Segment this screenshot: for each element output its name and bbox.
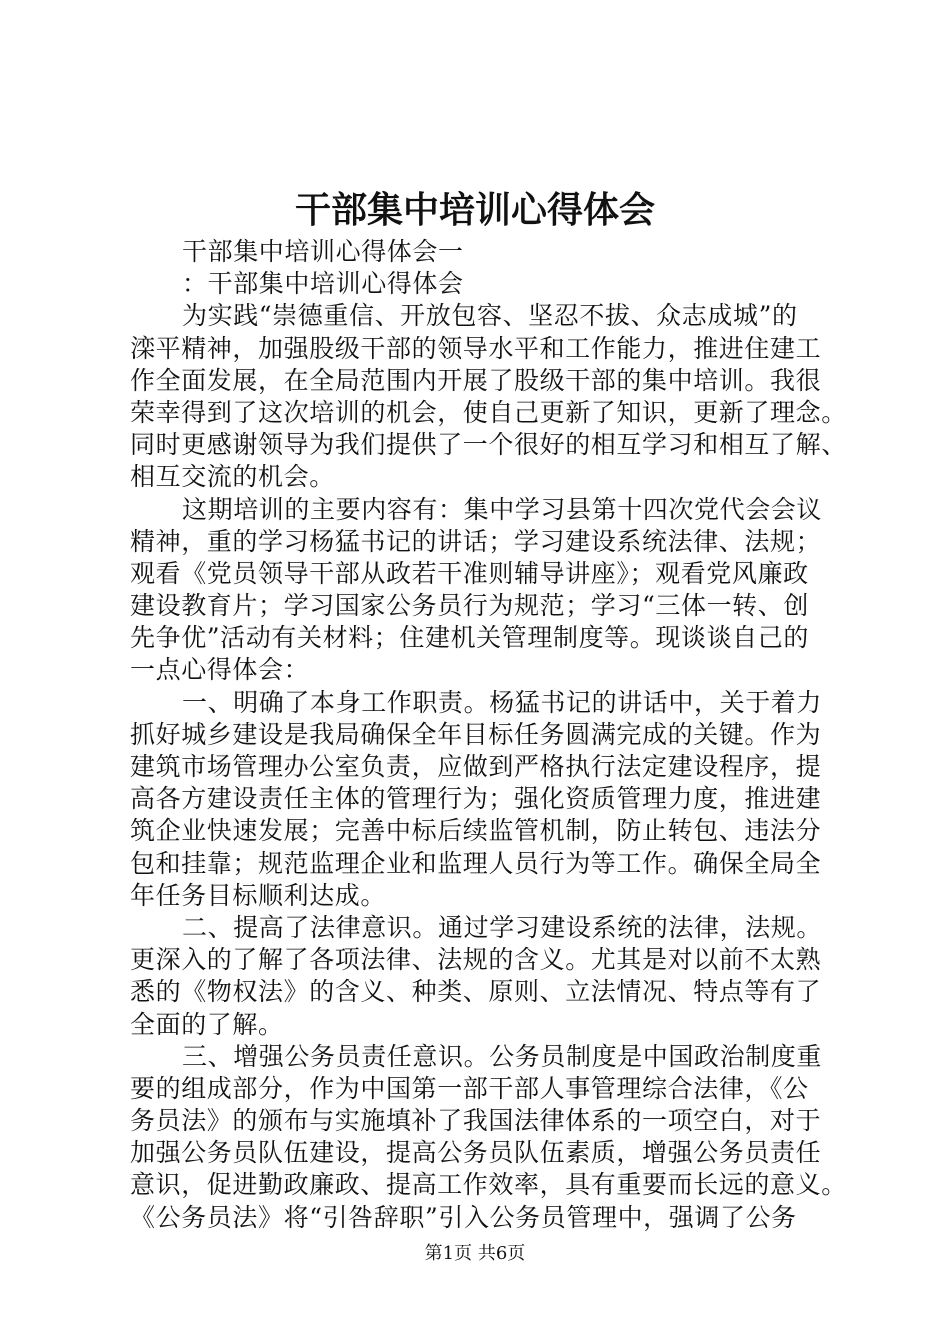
body-line: 滦平精神，加强股级干部的领导水平和工作能力，推进住建工 — [130, 333, 822, 363]
body-line: 二、提高了法律意识。通过学习建设系统的法律，法规。 — [182, 912, 823, 942]
body-line: 三、增强公务员责任意识。公务员制度是中国政治制度重 — [182, 1041, 823, 1071]
body-line: 全面的了解。 — [130, 1009, 284, 1039]
body-line: 要的组成部分，作为中国第一部干部人事管理综合法律，《公 — [130, 1073, 809, 1103]
body-line: 干部集中培训心得体会一 — [182, 237, 464, 266]
document-title: 干部集中培训心得体会 — [294, 189, 655, 231]
body-line: 一、明确了本身工作职责。杨猛书记的讲话中，关于着力 — [182, 687, 823, 717]
body-line: 建筑市场管理办公室负责，应做到严格执行法定建设程序，提 — [130, 752, 822, 781]
body-line: 观看《党员领导干部从政若干准则辅导讲座》；观看党风廉政 — [130, 558, 809, 588]
body-line: 更深入的了解了各项法律、法规的含义。尤其是对以前不太熟 — [130, 945, 822, 975]
body-line: 建设教育片；学习国家公务员行为规范；学习“三体一转、创 — [130, 591, 809, 621]
body-line: 《公务员法》将“引咎辞职”引入公务员管理中，强调了公务 — [130, 1202, 797, 1232]
body-line: 同时更感谢领导为我们提供了一个很好的相互学习和相互了解、 — [130, 430, 847, 460]
body-line: 抓好城乡建设是我局确保全年目标任务圆满完成的关键。作为 — [130, 719, 822, 749]
body-line: ：干部集中培训心得体会 — [182, 269, 464, 299]
body-line: 相互交流的机会。 — [130, 462, 335, 492]
body-line: 加强公务员队伍建设，提高公务员队伍素质，增强公务员责任 — [130, 1138, 822, 1168]
body-line: 筑企业快速发展；完善中标后续监管机制，防止转包、违法分 — [130, 816, 822, 846]
body-line: 先争优”活动有关材料；住建机关管理制度等。现谈谈自己的 — [130, 623, 809, 653]
body-line: 一点心得体会： — [130, 655, 310, 685]
body-line: 务员法》的颁布与实施填补了我国法律体系的一项空白，对于 — [130, 1106, 822, 1136]
body-line: 精神，重的学习杨猛书记的讲话；学习建设系统法律、法规； — [130, 526, 822, 556]
body-line: 作全面发展，在全局范围内开展了股级干部的集中培训。我很 — [130, 365, 822, 395]
body-line: 为实践“崇德重信、开放包容、坚忍不拔、众志成城”的 — [182, 301, 798, 331]
body-line: 年任务目标顺利达成。 — [130, 880, 387, 910]
body-line: 意识，促进勤政廉政、提高工作效率，具有重要而长远的意义。 — [130, 1170, 847, 1200]
page-footer: 第1页 共6页 — [424, 1243, 526, 1264]
body-line: 高各方建设责任主体的管理行为；强化资质管理力度，推进建 — [130, 784, 822, 814]
body-line: 悉的《物权法》的含义、种类、原则、立法情况、特点等有了 — [130, 977, 822, 1007]
body-line: 荣幸得到了这次培训的机会，使自己更新了知识，更新了理念。 — [130, 397, 847, 427]
document-body — [130, 236, 847, 1234]
body-line: 这期培训的主要内容有：集中学习县第十四次党代会会议 — [182, 494, 823, 524]
body-line: 包和挂靠；规范监理企业和监理人员行为等工作。确保全局全 — [130, 848, 822, 878]
